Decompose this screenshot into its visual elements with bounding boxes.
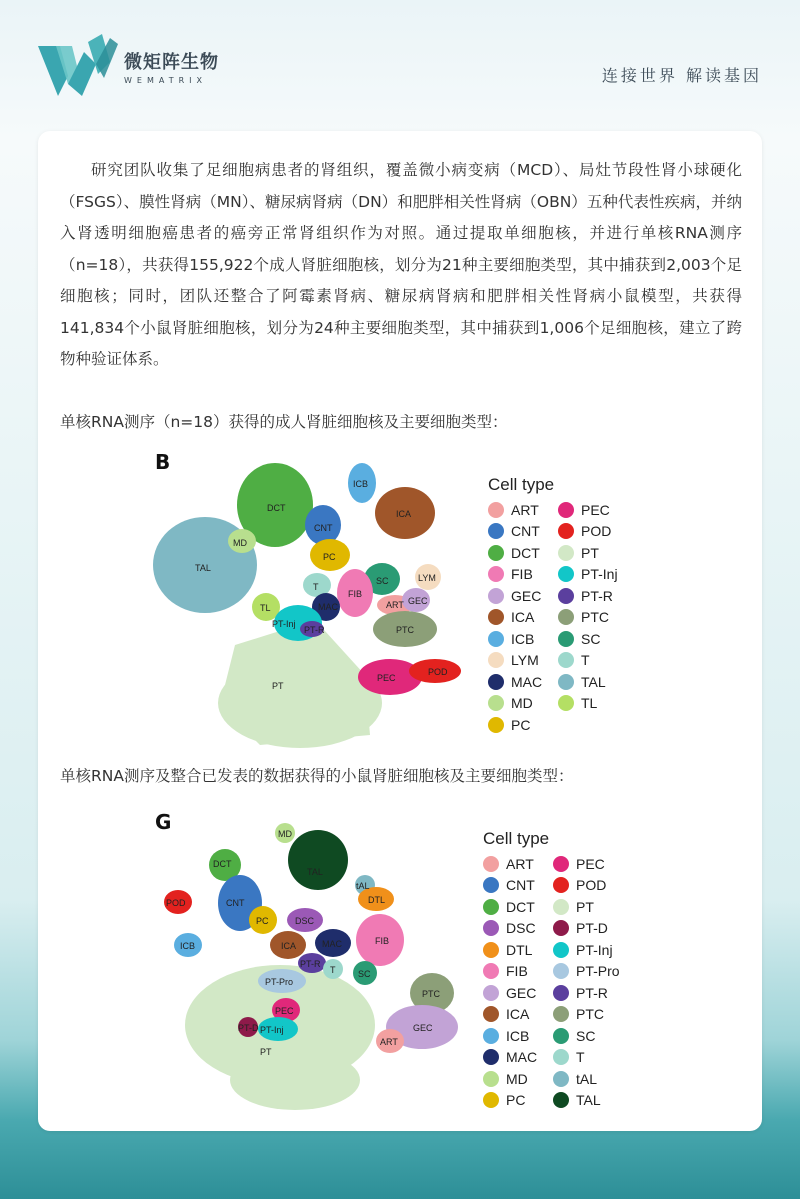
legend-swatch (483, 963, 499, 979)
brand-name-en: WEMATRIX (124, 76, 208, 85)
legend-label: DTL (506, 941, 533, 958)
legend-label: CNT (506, 877, 535, 894)
legend-item (488, 693, 558, 715)
legend-swatch (553, 985, 569, 1001)
legend-label: DSC (506, 920, 536, 937)
legend-swatch (553, 920, 569, 936)
legend-item (553, 961, 633, 983)
intro-paragraph: 研究团队收集了足细胞病患者的肾组织，覆盖微小病变病（MCD）、局灶节段性肾小球硬化（FSGS）、膜性肾病（MN）、糖尿病肾病（DN）和肥胖相关性肾病（OBN）五种代表性疾病，并纳入肾透明细胞癌患者的癌旁正常肾组织作为对照。通过提取单细胞核，并进行单核RNA测序（n=18），共获得155,922个成人肾脏细胞核，划分为21种主要细胞类型，其中捕获到2,003个足细胞核；同时，团队还整合了阿霉素肾病、糖尿病肾病和肥胖相关性肾病小鼠模型，共获得141,834个小鼠肾脏细胞核，划分为24种主要细胞类型，其中捕获到1,006个足细胞核，建立了跨物种验证体系。 (60, 161, 742, 368)
legend-swatch (553, 1092, 569, 1108)
legend-swatch (483, 1006, 499, 1022)
legend-label: MAC (506, 1049, 538, 1066)
legend-label: ICA (511, 609, 535, 626)
legend-label: PT-Inj (576, 941, 613, 958)
cluster-label: POD (428, 667, 448, 677)
cluster-label: PT-D (238, 1023, 259, 1033)
legend-swatch (483, 1049, 499, 1065)
legend-label: PT-Inj (581, 566, 618, 583)
cluster-label: ART (380, 1037, 398, 1047)
legend-swatch (558, 566, 574, 582)
cluster-label: SC (376, 576, 389, 586)
cluster-label: DTL (368, 895, 386, 905)
legend-item (483, 1047, 553, 1069)
legend-swatch (553, 1049, 569, 1065)
cluster-label: CNT (314, 523, 333, 533)
legend-item (483, 1004, 553, 1026)
legend-item (558, 585, 638, 607)
figure-letter-g: G (155, 810, 172, 834)
legend-item (553, 982, 633, 1004)
cluster-label: PT (260, 1047, 272, 1057)
legend-item (488, 564, 558, 586)
legend-label: T (581, 652, 590, 669)
cluster-label: CNT (226, 898, 245, 908)
legend-label: FIB (506, 963, 528, 980)
legend-label: LYM (511, 652, 539, 669)
legend-label: ICA (506, 1006, 530, 1023)
legend-label: MD (506, 1070, 528, 1087)
cluster-label: MD (233, 538, 247, 548)
legend-swatch (488, 545, 504, 561)
legend-item (488, 650, 558, 672)
legend-swatch (483, 985, 499, 1001)
cluster-label: PC (256, 916, 269, 926)
legend-label: PTC (581, 609, 609, 626)
cluster-label: PC (323, 552, 336, 562)
cluster-label: DSC (295, 916, 315, 926)
legend-item (558, 499, 638, 521)
caption-mouse: 单核RNA测序及整合已发表的数据获得的小鼠肾脏细胞核及主要细胞类型： (60, 767, 574, 785)
legend-grid (488, 499, 638, 736)
legend-item (483, 961, 553, 983)
cluster-label: ICB (180, 941, 196, 951)
legend-item (558, 628, 638, 650)
legend-label: ART (506, 855, 534, 872)
legend-item (483, 1025, 553, 1047)
legend-item (553, 1068, 633, 1090)
cluster-label: FIB (375, 936, 390, 946)
legend-swatch (488, 695, 504, 711)
legend-label: POD (576, 877, 607, 894)
legend-item (553, 1004, 633, 1026)
legend-swatch (553, 1028, 569, 1044)
legend-swatch (553, 899, 569, 915)
cluster-label: PT-R (300, 959, 321, 969)
legend-swatch (488, 652, 504, 668)
cluster-label: ICA (281, 941, 297, 951)
brand-name-cn: 微矩阵生物 (124, 52, 219, 73)
legend-swatch (488, 717, 504, 733)
legend-item (488, 628, 558, 650)
cluster-label: GEC (413, 1023, 433, 1033)
legend-b (488, 475, 638, 736)
legend-item (483, 853, 553, 875)
legend-item (558, 693, 638, 715)
legend-item (483, 982, 553, 1004)
legend-label: PT-Pro (576, 963, 620, 980)
legend-label: PC (506, 1092, 526, 1109)
cluster-label: TAL (195, 563, 211, 573)
cluster-label: PT-Pro (265, 977, 294, 987)
legend-item (553, 896, 633, 918)
legend-item (558, 542, 638, 564)
caption-human: 单核RNA测序（n=18）获得的成人肾脏细胞核及主要细胞类型： (60, 413, 508, 431)
legend-label: SC (576, 1027, 596, 1044)
cluster-label: ICA (396, 509, 412, 519)
legend-label: DCT (511, 544, 540, 561)
legend-swatch (553, 1071, 569, 1087)
legend-swatch (558, 609, 574, 625)
figure-letter-b: B (155, 450, 171, 474)
legend-item (488, 671, 558, 693)
cluster-label: tAL (356, 881, 370, 891)
legend-item (553, 939, 633, 961)
legend-grid (483, 853, 633, 1111)
legend-swatch (488, 631, 504, 647)
umap-figure-b (150, 445, 640, 750)
legend-swatch (558, 695, 574, 711)
legend-label: PT-D (576, 920, 608, 937)
legend-item (483, 875, 553, 897)
legend-swatch (488, 502, 504, 518)
legend-item (558, 607, 638, 629)
legend-swatch (558, 502, 574, 518)
legend-swatch (558, 588, 574, 604)
legend-g (483, 829, 633, 1111)
legend-swatch (553, 963, 569, 979)
cluster-label: PT-R (304, 625, 325, 635)
cluster-label: MAC (318, 602, 338, 612)
legend-item (488, 607, 558, 629)
legend-label: PEC (576, 855, 605, 872)
cluster-label: PTC (396, 625, 414, 635)
cluster-label: GEC (408, 596, 428, 606)
brand-name (124, 48, 219, 85)
legend-swatch (488, 566, 504, 582)
legend-label: SC (581, 630, 601, 647)
cluster-label: TL (260, 603, 271, 613)
legend-item (553, 875, 633, 897)
legend-swatch (553, 1006, 569, 1022)
legend-label: CNT (511, 523, 540, 540)
cluster-label: ART (386, 600, 404, 610)
cluster-label: POD (166, 898, 186, 908)
legend-swatch (483, 1071, 499, 1087)
legend-label: MAC (511, 673, 543, 690)
wematrix-logo (38, 34, 118, 96)
legend-label: PEC (581, 501, 610, 518)
legend-swatch (483, 1028, 499, 1044)
legend-item (488, 585, 558, 607)
legend-title: Cell type (488, 475, 555, 494)
legend-item (558, 650, 638, 672)
legend-label: PT (581, 544, 599, 561)
legend-label: PT-R (576, 984, 608, 1001)
legend-label: T (576, 1049, 585, 1066)
cluster-label: ICB (353, 479, 369, 489)
legend-label: tAL (576, 1070, 598, 1087)
legend-item (488, 499, 558, 521)
legend-label: MD (511, 695, 533, 712)
cluster-label: PT (272, 681, 284, 691)
umap-figure-g (150, 805, 632, 1117)
legend-swatch (483, 899, 499, 915)
legend-item (558, 521, 638, 543)
legend-label: GEC (506, 984, 537, 1001)
cluster-label: FIB (348, 589, 363, 599)
legend-label: ICB (511, 630, 535, 647)
cluster-label: LYM (418, 573, 436, 583)
legend-swatch (553, 856, 569, 872)
cluster-label: PEC (275, 1006, 294, 1016)
umap-plot-g (150, 805, 470, 1117)
legend-label: POD (581, 523, 612, 540)
legend-swatch (558, 652, 574, 668)
cluster-label: TAL (307, 867, 323, 877)
legend-swatch (558, 545, 574, 561)
legend-item (553, 918, 633, 940)
legend-swatch (483, 856, 499, 872)
page-header (0, 0, 800, 130)
legend-swatch (488, 609, 504, 625)
legend-label: PT-R (581, 587, 613, 604)
legend-title: Cell type (483, 829, 550, 848)
legend-item (553, 1025, 633, 1047)
legend-swatch (558, 631, 574, 647)
legend-label: DCT (506, 898, 535, 915)
legend-swatch (488, 674, 504, 690)
legend-label: ICB (506, 1027, 530, 1044)
legend-item (488, 542, 558, 564)
cluster-label: DCT (213, 859, 232, 869)
cluster-label: PEC (377, 673, 396, 683)
legend-item (483, 1090, 553, 1112)
legend-item (488, 714, 558, 736)
legend-label: GEC (511, 587, 542, 604)
cluster-label: PT-Inj (272, 619, 296, 629)
cluster-label: SC (358, 969, 371, 979)
cluster-label: PT-Inj (260, 1025, 284, 1035)
legend-item (558, 671, 638, 693)
legend-label: PTC (576, 1006, 604, 1023)
slogan: 连接世界 解读基因 (601, 66, 762, 85)
legend-swatch (483, 920, 499, 936)
legend-item (483, 896, 553, 918)
legend-label: ART (511, 501, 539, 518)
legend-item (553, 853, 633, 875)
legend-item (483, 1068, 553, 1090)
cluster-label: PTC (422, 989, 440, 999)
legend-swatch (488, 588, 504, 604)
legend-item (483, 939, 553, 961)
cluster-label: MD (278, 829, 292, 839)
legend-swatch (483, 1092, 499, 1108)
legend-swatch (483, 942, 499, 958)
legend-item (558, 564, 638, 586)
legend-label: PC (511, 716, 531, 733)
legend-label: TL (581, 695, 598, 712)
cluster-label: T (313, 582, 319, 592)
legend-item (553, 1047, 633, 1069)
legend-label: PT (576, 898, 594, 915)
legend-item (483, 918, 553, 940)
cluster-label: DCT (267, 503, 286, 513)
legend-swatch (553, 877, 569, 893)
legend-swatch (558, 674, 574, 690)
legend-swatch (483, 877, 499, 893)
cluster-label: T (330, 965, 336, 975)
legend-item (553, 1090, 633, 1112)
legend-swatch (553, 942, 569, 958)
legend-swatch (488, 523, 504, 539)
umap-plot-b (150, 445, 470, 750)
legend-label: TAL (581, 673, 606, 690)
cluster-label: MAC (322, 939, 342, 949)
legend-swatch (558, 523, 574, 539)
legend-label: TAL (576, 1092, 601, 1109)
legend-label: FIB (511, 566, 533, 583)
legend-item (488, 521, 558, 543)
